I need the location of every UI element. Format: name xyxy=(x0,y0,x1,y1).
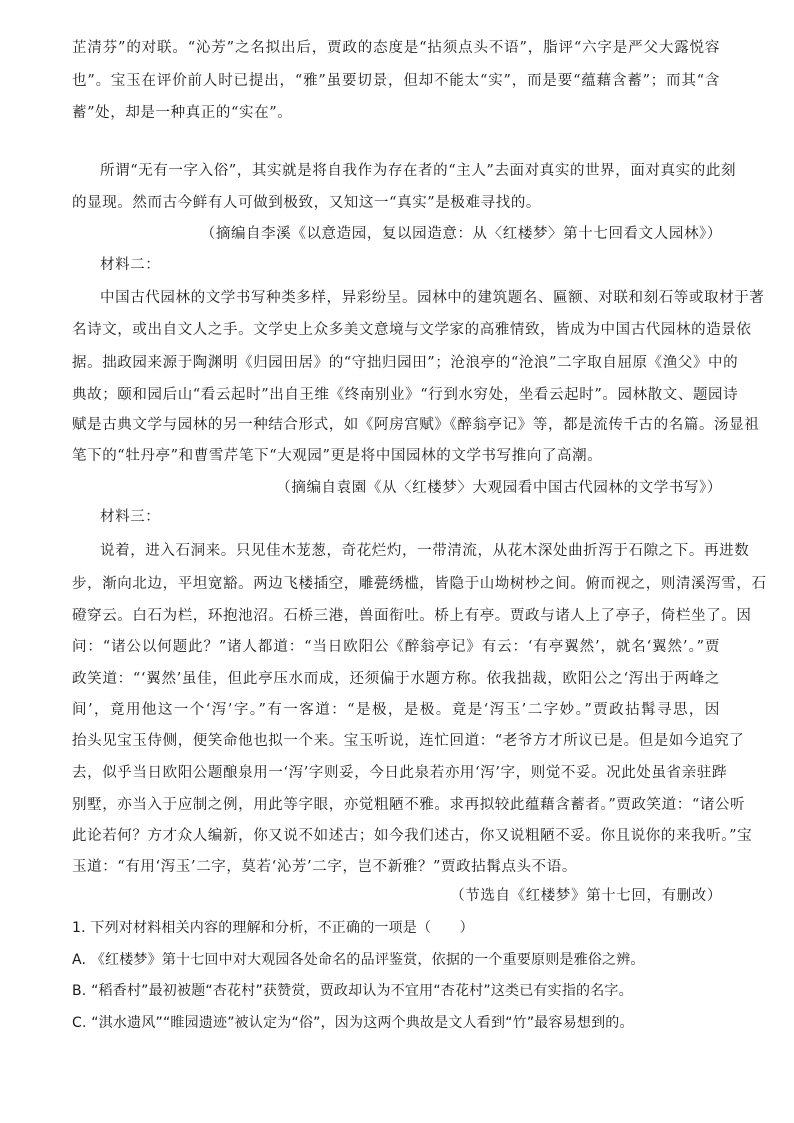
material3-line-2: 步，渐向北边，平坦宽豁。两边飞楼插空，雕甍绣槛，皆隐于山坳树杪之间。俯而视之，则清溪泻雪，石 xyxy=(72,576,767,592)
material2-line-2: 名诗文，或出自文人之手。文学史上众多美文意境与文学家的高雅情致，皆成为中国古代园林的造景依 xyxy=(72,322,752,338)
material3-line-10: 此论若何？方才众人编新，你又说不如述古；如今我们述古，你又说粗陋不妥。你且说你的来我听。”宝 xyxy=(72,828,753,844)
material2-line-3: 据。拙政园来源于陶渊明《归园田居》的“守拙归园田”；沧浪亭的“沧浪”二字取自屈原《渔父》中的 xyxy=(72,355,739,371)
source-1: （摘编自李溪《以意造园，复以园造意：从〈红楼梦〉第十七回看文人园林》） xyxy=(200,226,722,242)
material2-line-1: 中国古代园林的文学书写种类多样，异彩纷呈。园林中的建筑题名、匾额、对联和刻石等或取材于著 xyxy=(100,290,765,306)
material3-line-9: 别墅，亦当入于应制之例，用此等字眼，亦觉粗陋不雅。求再拟较此蕴藉含蓄者。”贾政笑道：“诸公听 xyxy=(72,797,746,813)
material3-line-1: 说着，进入石洞来。只见佳木茏葱，奇花烂灼，一带清流，从花木深处曲折泻于石隙之下。再进数 xyxy=(100,543,750,559)
question-stem: 1. 下列对材料相关内容的理解和分析，不正确的一项是（ ） xyxy=(72,920,474,936)
material3-line-6: 间’，竟用他这一个‘泻’字。”有一客道：“是极，是极。竟是‘泻玉’二字妙。”贾政拈髯寻思，因 xyxy=(72,702,720,718)
material1-line-4: 所谓“无有一字入俗”，其实就是将自我作为存在者的“主人”去面对真实的世界，面对真实的此刻 xyxy=(100,163,737,179)
material3-line-5: 政笑道：“‘翼然’虽佳，但此亭压水而成，还须偏于水题方称。依我拙裁，欧阳公之‘泻出于两峰之 xyxy=(72,671,720,687)
material2-line-4: 典故；颐和园后山“看云起时”出自王维《终南别业》“行到水穷处，坐看云起时”。园林散文、题园诗 xyxy=(72,387,739,403)
material1-line-1: 芷清芬”的对联。“沁芳”之名拟出后，贾政的态度是“拈须点头不语”，脂评“六字是严父大露悦容 xyxy=(72,40,720,56)
material3-line-8: 去，似乎当日欧阳公题酿泉用一‘泻’字则妥，今日此泉若亦用‘泻’字，则觉不妥。况此处虽省亲驻跸 xyxy=(72,765,728,781)
material1-line-2: 也”。宝玉在评价前人时已提出，“雅”虽要切景，但却不能太“实”，而是要“蕴藉含蓄”；而其“含 xyxy=(72,73,720,89)
option-c: C. “淇水遗风”“睢园遗迹”被认定为“俗”，因为这两个典故是文人看到“竹”最容易想到的。 xyxy=(72,1015,634,1031)
material1-line-5: 的显现。然而古今鲜有人可做到极致，又知这一“真实”是极难寻找的。 xyxy=(72,195,542,211)
material3-line-4: 问：“诸公以何题此？”诸人都道：“当日欧阳公《醉翁亭记》有云：‘有亭翼然’，就名‘翼然’。”贾 xyxy=(72,639,720,655)
material1-line-3: 蓄”处，却是一种真正的“实在”。 xyxy=(72,105,293,121)
option-b: B. “稻香村”最初被题“杏花村”获赞赏，贾政却认为不宜用“杏花村”这类已有实指的名字。 xyxy=(72,983,633,999)
material3-line-7: 抬头见宝玉侍侧，便笑命他也拟一个来。宝玉听说，连忙回道：“老爷方才所议已是。但是如今追究了 xyxy=(72,733,745,749)
option-a: A. 《红楼梦》第十七回中对大观园各处命名的品评鉴赏，依据的一个重要原则是雅俗之辨。 xyxy=(72,952,645,968)
material3-title: 材料三： xyxy=(100,509,161,525)
material2-title: 材料二： xyxy=(100,257,161,273)
source-3: （节选自《红楼梦》第十七回，有删改） xyxy=(450,888,722,904)
material3-line-3: 磴穿云。白石为栏，环抱池沼。石桥三港，兽面衔吐。桥上有亭。贾政与诸人上了亭子，倚栏坐了。因 xyxy=(72,608,752,624)
material3-line-11: 玉道：“有用‘泻玉’二字，莫若‘沁芳’二字，岂不新雅？”贾政拈髯点头不语。 xyxy=(72,859,577,875)
source-2: （摘编自袁園《从〈红楼梦〉大观园看中国古代园林的文学书写》） xyxy=(276,480,722,496)
material2-line-5: 赋是古典文学与园林的另一种结合形式，如《阿房宫赋》《醉翁亭记》等，都是流传千古的名篇。汤显祖 xyxy=(72,417,760,433)
material2-line-6: 笔下的“牡丹亭”和曹雪芹笔下“大观园”更是将中国园林的文学书写推向了高潮。 xyxy=(72,448,603,464)
